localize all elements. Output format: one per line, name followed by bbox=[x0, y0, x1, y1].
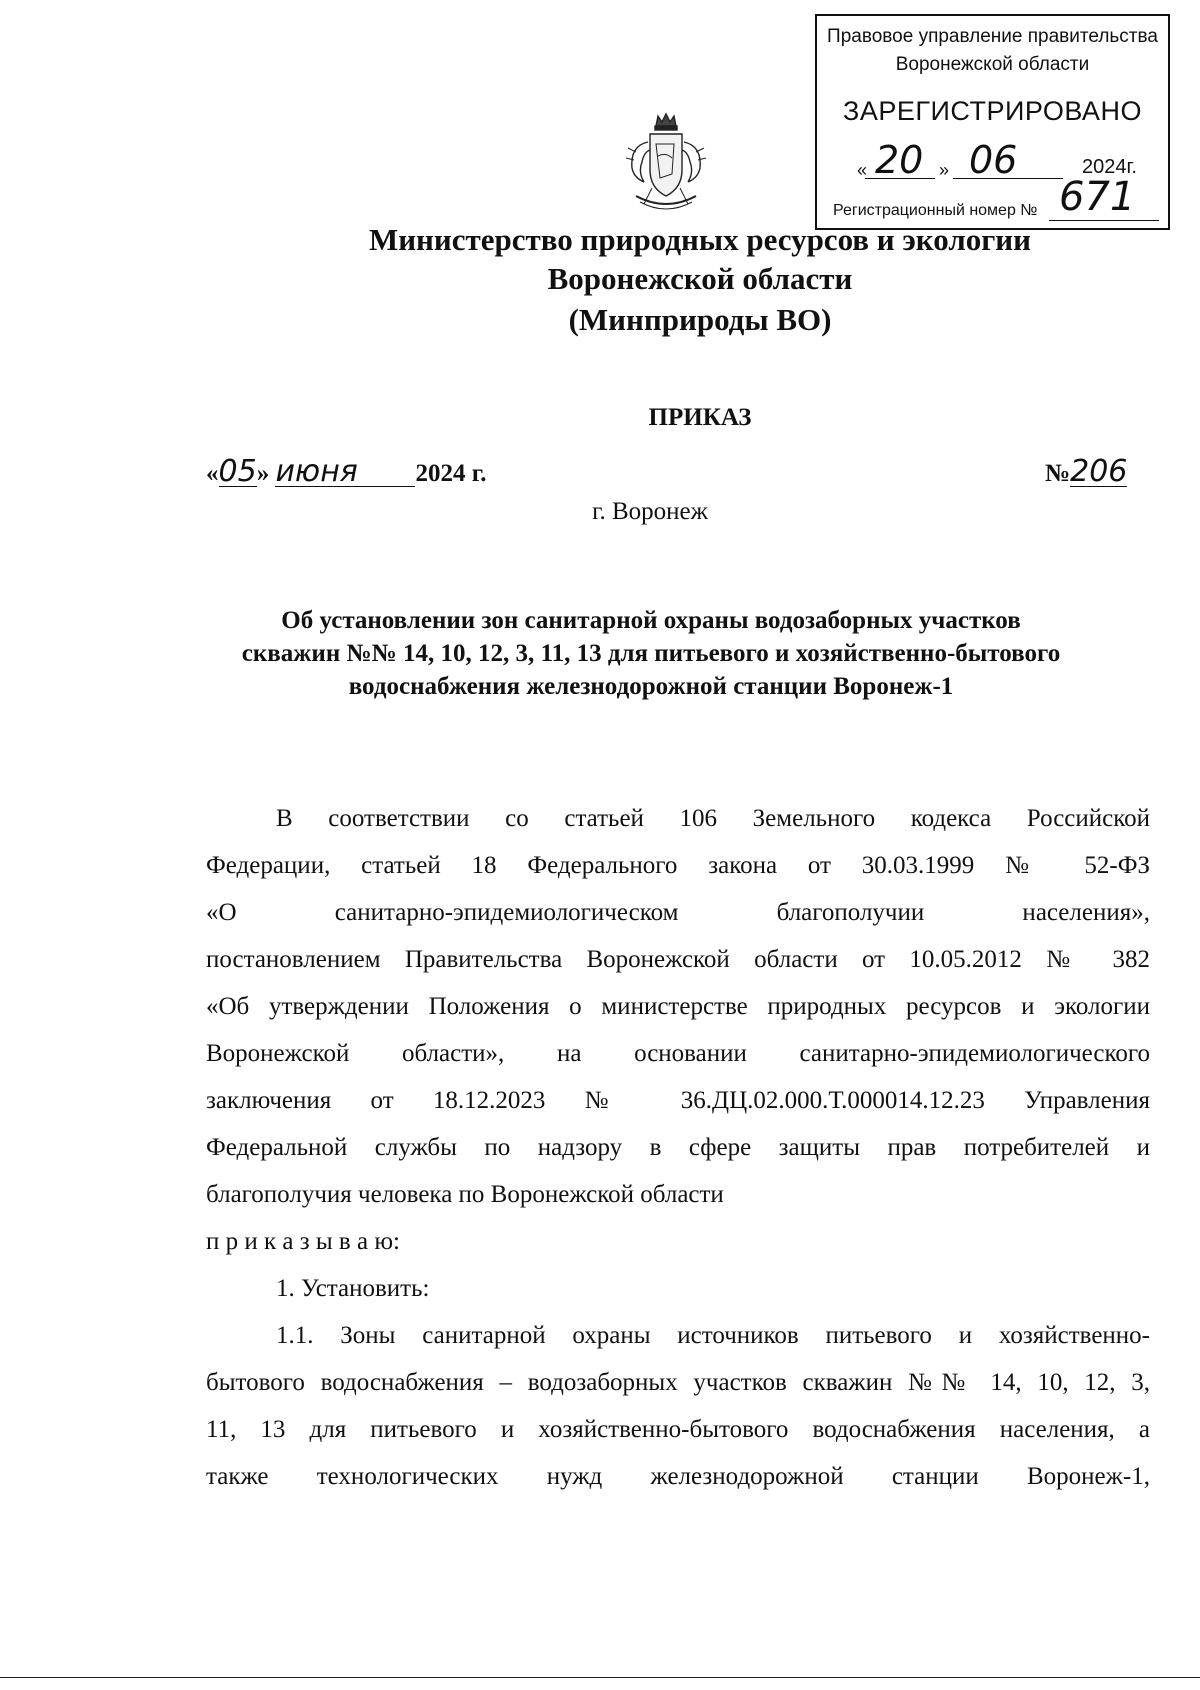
ministry-abbreviation: (Минприроды ВО) bbox=[568, 302, 832, 337]
stamp-date-day: 20 bbox=[875, 138, 924, 182]
ministry-name-line1: Министерство природных ресурсов и экологии bbox=[368, 222, 1032, 257]
preamble-line: Воронежской области», на основании санитарно-эпидемиологического bbox=[206, 1040, 1150, 1067]
stamp-date-month: 06 bbox=[969, 138, 1018, 182]
item-1-heading: 1. Установить: bbox=[276, 1275, 430, 1302]
preamble-line: Федеральной службы по надзору в сфере защиты прав потребителей и bbox=[206, 1134, 1150, 1161]
order-date-close-quote: » bbox=[256, 460, 270, 487]
stamp-month-underline bbox=[953, 178, 1063, 179]
order-number bbox=[1045, 454, 1128, 489]
stamp-date-close-quote: » bbox=[939, 160, 950, 180]
preamble-paragraph bbox=[206, 795, 1150, 1500]
item-1-1-line: 1.1. Зоны санитарной охраны источников питьевого и хозяйственно- bbox=[276, 1322, 1150, 1349]
order-date-month: июня bbox=[275, 458, 415, 487]
order-date bbox=[206, 454, 487, 489]
stamp-status: ЗАРЕГИСТРИРОВАНО bbox=[843, 96, 1142, 126]
item-1-1-line: также технологических нужд железнодорожной станции Воронеж-1, bbox=[206, 1463, 1150, 1490]
preamble-line: Федерации, статьей 18 Федерального закона от 30.03.1999 № 52-ФЗ bbox=[206, 852, 1150, 879]
order-date-day: 05 bbox=[218, 454, 257, 489]
subject-line3: водоснабжения железнодорожной станции Воронеж-1 bbox=[348, 673, 954, 700]
stamp-reg-number: 671 bbox=[1059, 174, 1136, 220]
coat-of-arms-icon bbox=[622, 112, 710, 218]
stamp-reg-number-label: Регистрационный номер № bbox=[833, 202, 1038, 219]
order-city: г. Воронеж bbox=[592, 498, 708, 525]
preamble-line: «Об утверждении Положения о министерстве природных ресурсов и экологии bbox=[206, 993, 1150, 1020]
subject-line2: скважин №№ 14, 10, 12, 3, 11, 13 для питьевого и хозяйственно-бытового bbox=[241, 640, 1061, 667]
item-1-1-line: 11, 13 для питьевого и хозяйственно-бытового водоснабжения населения, а bbox=[206, 1416, 1150, 1443]
ministry-name-line2: Воронежской области bbox=[547, 261, 853, 296]
order-number-value: 206 bbox=[1070, 454, 1128, 489]
stamp-authority-line1: Правовое управление правительства bbox=[827, 26, 1158, 47]
preamble-line: благополучия человека по Воронежской области bbox=[206, 1181, 724, 1208]
stamp-day-underline bbox=[865, 178, 935, 179]
page-bottom-rule bbox=[0, 1677, 1200, 1678]
registration-stamp bbox=[815, 14, 1170, 230]
stamp-date-year: 2024г. bbox=[1082, 156, 1137, 178]
stamp-reg-number-underline bbox=[1049, 220, 1159, 221]
stamp-authority-line2: Воронежской области bbox=[895, 54, 1090, 75]
preamble-line: заключения от 18.12.2023 № 36.ДЦ.02.000.Т.000014.12.23 Управления bbox=[206, 1087, 1150, 1114]
order-number-label: № bbox=[1045, 460, 1071, 487]
stamp-date-open-quote: « bbox=[857, 160, 868, 180]
order-date-open-quote: « bbox=[206, 460, 219, 487]
subject-line1: Об установлении зон санитарной охраны водозаборных участков bbox=[281, 607, 1021, 634]
order-date-year: 2024 г. bbox=[415, 460, 487, 487]
orders-statement: п р и к а з ы в а ю: bbox=[206, 1228, 400, 1255]
item-1-1-line: бытового водоснабжения – водозаборных участков скважин №№ 14, 10, 12, 3, bbox=[206, 1369, 1150, 1396]
preamble-line: постановлением Правительства Воронежской области от 10.05.2012 № 382 bbox=[206, 946, 1150, 973]
preamble-line: «О санитарно-эпидемиологическом благополучии населения», bbox=[206, 899, 1150, 926]
preamble-line: В соответствии со статьей 106 Земельного кодекса Российской bbox=[276, 805, 1150, 832]
document-type: ПРИКАЗ bbox=[648, 404, 752, 431]
